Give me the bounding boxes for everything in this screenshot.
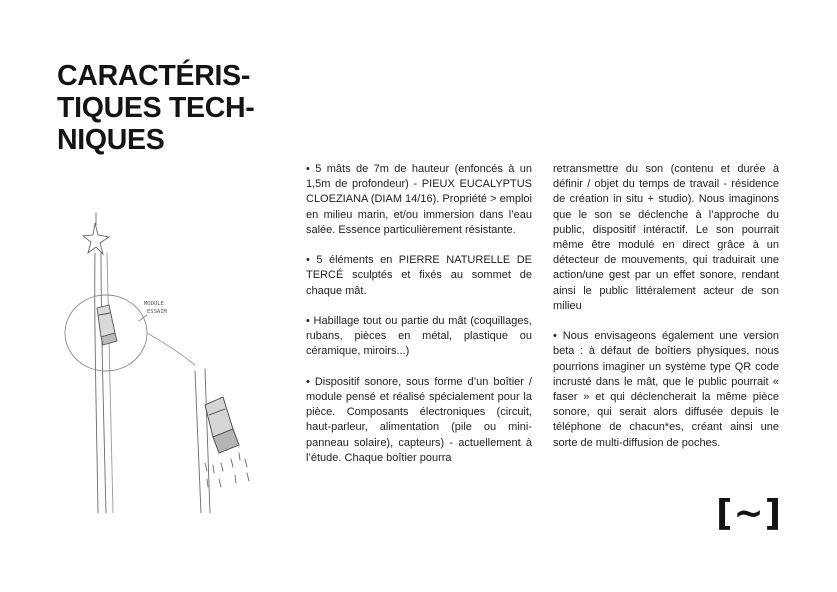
sketch-annotation-line-1: MODULE [144,301,164,307]
sketch-annotation-line-2: ESSAIM [147,309,167,315]
text-column-2 [553,162,779,466]
column-1-paragraph-4: • Dispositif sonore, sous forme d’un boîtier / module pensé et réalisé spécialement pour la pièce. Composants électroniques (circuit, haut-parleur, alimentation (pile ou mini-panneau solaire), capteurs) - actuellement à l’étude. Chaque boîtier pourra [306,375,532,464]
column-1-paragraph-2: • 5 éléments en PIERRE NATURELLE DE TERCÉ sculptés et fixés au sommet de chaque mât. [306,254,532,297]
page-title [57,60,255,156]
column-2-paragraph-2: • Nous envisageons également une version beta : à défaut de boîtiers physiques, nous pourrions imaginer un système type QR code incrusté dans le mât, que le public pourrait « faser » et qui déclencherait la même pièce sonore, qui serait alors diffusée depuis le téléphone de chacun*es, créant ainsi une sorte de multi-diffusion de poches. [553,330,779,449]
title-line-3: NIQUES [57,124,165,156]
column-1-paragraph-3: • Habillage tout ou partie du mât (coquillages, rubans, pièces en métal, plastique ou céramique, miroirs...) [306,315,532,358]
column-1-paragraph-1: • 5 mâts de 7m de hauteur (enfoncés à un 1,5m de profondeur) - PIEUX EUCALYPTUS CLOEZIANA (DIAM 14/16). Propriété > emploi en milieu marin, et/ou immersion dans l’eau salée. Essence particulièrement résistante. [306,163,532,236]
brand-logo: [~] [716,493,783,534]
mast-sketch-illustration [55,183,280,513]
title-line-1: CARACTÉRIS- [57,60,251,92]
text-column-1 [306,162,532,481]
title-line-2: TIQUES TECH- [57,92,255,124]
column-2-paragraph-1: retransmettre du son (contenu et durée à définir / objet du temps de travail - résidence de création in situ + studio). Nous imaginons que le son se déclenche à l’approche du public, dispositif intéractif. Le son pourrait même être modulé en direct grâce à un détecteur de mouvements, qui traduirait une action/une gest par un effet sonore, rendant ainsi le public littéralement acteur de son milieu [553,163,779,312]
